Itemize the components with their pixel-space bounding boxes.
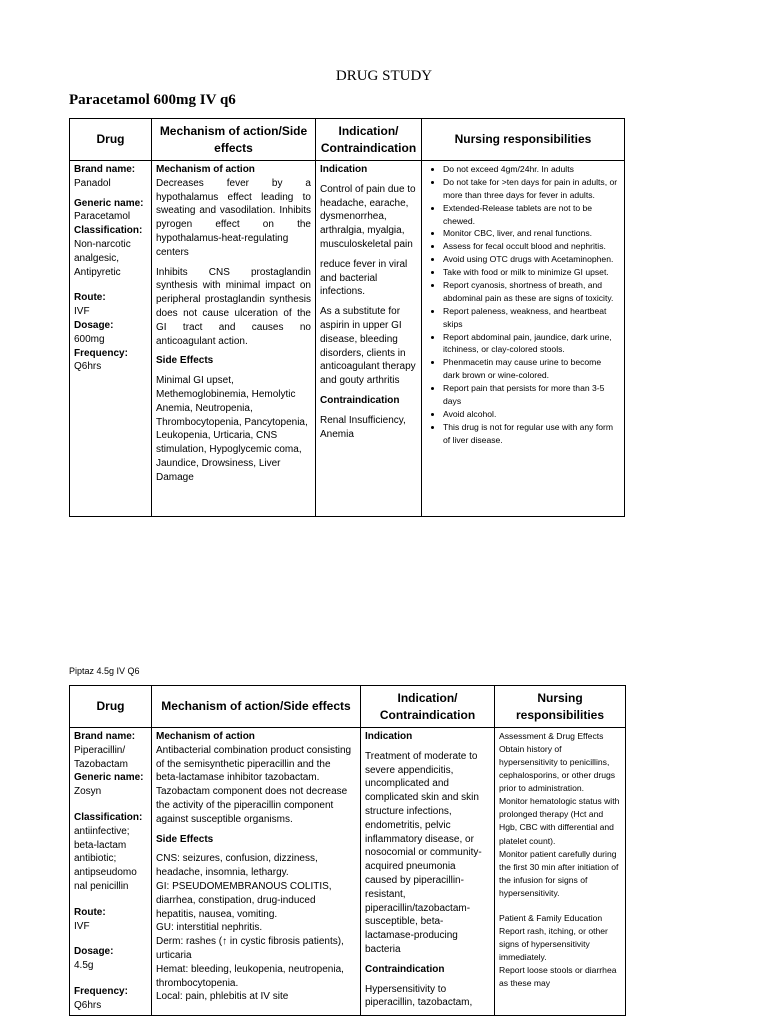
classification-value: Non-narcotic analgesic, Antipyretic	[74, 238, 131, 278]
drug1-mechanism-cell	[152, 161, 316, 517]
frequency-label: Frequency:	[74, 347, 128, 359]
drug1-nursing-cell	[422, 161, 625, 517]
header-indication: Indication/ Contraindication	[316, 119, 422, 161]
side-effect-gi: GI: PSEUDOMEMBRANOUS COLITIS, diarrhea, constipation, drug-induced hepatitis, nausea, vomiting.	[156, 880, 332, 920]
indication-text-1: Control of pain due to headache, earache, dysmenorrhea, arthralgia, myalgia, musculoskeletal pain	[320, 183, 416, 250]
brand-value: Piperacillin/ Tazobactam	[74, 744, 128, 770]
nursing-item: • Phenmacetin may cause urine to become dark brown or wine-colored.	[443, 356, 620, 382]
nursing-item: • Take with food or milk to minimize GI upset.	[443, 266, 620, 279]
side-effect-local: Local: pain, phlebitis at IV site	[156, 991, 289, 1003]
side-effect-cns: CNS: seizures, confusion, dizziness, headache, insomnia, lethargy.	[156, 853, 318, 879]
route-label: Route:	[74, 906, 106, 918]
nursing-text-2: Monitor hematologic status with prolonged therapy (Hct and Hgb, CBC with differential and platelet count).	[499, 796, 620, 846]
mechanism-label: Mechanism of action	[156, 731, 255, 742]
mechanism-text-1: Decreases fever by a hypothalamus effect leading to sweating and vasodilation. Inhibits pyrogen effect on the hypothalamus-heat-regulating centers	[156, 177, 311, 258]
nursing-item: • Report cyanosis, shortness of breath, and abdominal pain as these are signs of toxicity.	[443, 279, 620, 305]
drug1-indication-cell	[316, 161, 422, 517]
mechanism-text-2: Inhibits CNS prostaglandin synthesis with minimal impact on peripheral prostaglandin synthesis does not cause ulceration of the GI tract and causes no anticoagulant action.	[156, 266, 311, 347]
side-effects-label: Side Effects	[156, 355, 214, 367]
nursing-education-title: Patient & Family Education	[499, 912, 603, 923]
mechanism-text: Antibacterial combination product consisting of the semisynthetic piperacillin and the beta-lactamase inhibitor tazobactam. Tazobactam component does not decrease the activity of the piperacillin component against susceptible organisms.	[156, 744, 352, 825]
header-mechanism: Mechanism of action/Side effects	[152, 686, 361, 728]
brand-label: Brand name:	[74, 731, 136, 742]
nursing-text-4: Report rash, itching, or other signs of hypersensitivity immediately.	[499, 925, 608, 962]
contraindication-text: Renal Insufficiency, Anemia	[320, 414, 406, 440]
side-effect-gu: GU: interstitial nephritis.	[156, 922, 263, 934]
classification-value: antiinfective; beta-lactam antibiotic; antipseudomo nal penicillin	[74, 825, 137, 892]
header-indication: Indication/ Contraindication	[361, 686, 495, 728]
header-nursing: Nursing responsibilities	[422, 119, 625, 161]
nursing-item: • Report paleness, weakness, and heartbeat skips	[443, 305, 620, 331]
nursing-item: • Do not take for >ten days for pain in adults, or more than three days for fever in adults.	[443, 176, 620, 202]
generic-value: Zosyn	[74, 786, 102, 798]
header-nursing: Nursing responsibilities	[495, 686, 626, 728]
header-drug: Drug	[70, 119, 152, 161]
nursing-item: • Monitor CBC, liver, and renal functions.	[443, 227, 620, 240]
drug1-drug-cell	[70, 161, 152, 517]
mechanism-label: Mechanism of action	[156, 164, 255, 175]
dosage-label: Dosage:	[74, 319, 114, 331]
indication-text-3: As a substitute for aspirin in upper GI disease, bleeding disorders, clients in anticoagulant therapy and gouty arthritis	[320, 306, 416, 387]
generic-label: Generic name:	[74, 197, 144, 209]
indication-label: Indication	[365, 731, 413, 742]
header-drug: Drug	[70, 686, 152, 728]
nursing-text-1: Obtain history of hypersensitivity to penicillins, cephalosporins, or other drugs prior to administration.	[499, 744, 616, 794]
nursing-item: • Extended-Release tablets are not to be chewed.	[443, 202, 620, 228]
side-effects-label: Side Effects	[156, 833, 214, 845]
route-value: IVF	[74, 920, 90, 932]
classification-label: Classification:	[74, 225, 143, 237]
nursing-text-3: Monitor patient carefully during the first 30 min after initiation of the infusion for signs of hypersensitivity.	[499, 848, 619, 898]
side-effects-text: Minimal GI upset, Methemoglobinemia, Hemolytic Anemia, Neutropenia, Thrombocytopenia, Pancytopenia, Leukopenia, Urticaria, CNS stimulation, Hypoglycemic coma, Jaundice, Drowsiness, Liver Damage	[156, 375, 308, 483]
drug1-table	[69, 118, 625, 517]
drug2-nursing-cell	[495, 728, 626, 1016]
frequency-value: Q6hrs	[74, 361, 102, 373]
nursing-item: • Avoid alcohol.	[443, 408, 620, 421]
nursing-item: • Do not exceed 4gm/24hr. In adults	[443, 163, 620, 176]
nursing-item: • This drug is not for regular use with any form of liver disease.	[443, 421, 620, 447]
frequency-label: Frequency:	[74, 985, 128, 997]
route-label: Route:	[74, 292, 106, 304]
brand-value: Panadol	[74, 177, 111, 189]
header-mechanism: Mechanism of action/Side effects	[152, 119, 316, 161]
generic-label: Generic name:	[74, 772, 144, 784]
brand-label: Brand name:	[74, 164, 136, 175]
contraindication-text: Hypersensitivity to piperacillin, tazobactam,	[365, 983, 473, 1009]
frequency-value: Q6hrs	[74, 999, 102, 1011]
nursing-assessment-title: Assessment & Drug Effects	[499, 731, 604, 741]
classification-label: Classification:	[74, 811, 143, 823]
nursing-text-5: Report loose stools or diarrhea as these may	[499, 965, 617, 989]
drug2-heading: Piptaz 4.5g IV Q6	[69, 666, 140, 676]
contraindication-label: Contraindication	[320, 394, 400, 406]
nursing-item: • Report pain that persists for more than 3-5 days	[443, 382, 620, 408]
drug2-mechanism-cell	[152, 728, 361, 1016]
nursing-item: • Report abdominal pain, jaundice, dark urine, itchiness, or clay-colored stools.	[443, 331, 620, 357]
side-effect-derm: Derm: rashes (↑ in cystic fibrosis patients), urticaria	[156, 936, 344, 961]
document-title: DRUG STUDY	[335, 68, 433, 84]
drug2-indication-cell	[361, 728, 495, 1016]
generic-value: Paracetamol	[74, 211, 131, 223]
drug2-drug-cell	[70, 728, 152, 1016]
side-effect-hemat: Hemat: bleeding, leukopenia, neutropenia, thrombocytopenia.	[156, 963, 344, 989]
contraindication-label: Contraindication	[365, 963, 445, 975]
dosage-label: Dosage:	[74, 946, 114, 958]
dosage-value: 600mg	[74, 333, 105, 345]
nursing-item: • Avoid using OTC drugs with Acetaminophen.	[443, 253, 620, 266]
drug2-table	[69, 685, 626, 1016]
indication-label: Indication	[320, 164, 368, 175]
nursing-item: • Assess for fecal occult blood and nephritis.	[443, 240, 620, 253]
dosage-value: 4.5g	[74, 960, 94, 972]
nursing-list	[426, 163, 620, 447]
indication-text: Treatment of moderate to severe appendicitis, uncomplicated and complicated skin and skin structure infections, endometritis, pelvic inflammatory disease, or nosocomial or community-acquired pneumonia caused by piperacillin-resistant, piperacillin/tazobactam-susceptible, beta-lactamase-producing bacteria	[365, 750, 482, 955]
drug1-heading: Paracetamol 600mg IV q6	[69, 92, 236, 108]
indication-text-2: reduce fever in viral and bacterial infections.	[320, 258, 408, 298]
route-value: IVF	[74, 306, 90, 318]
